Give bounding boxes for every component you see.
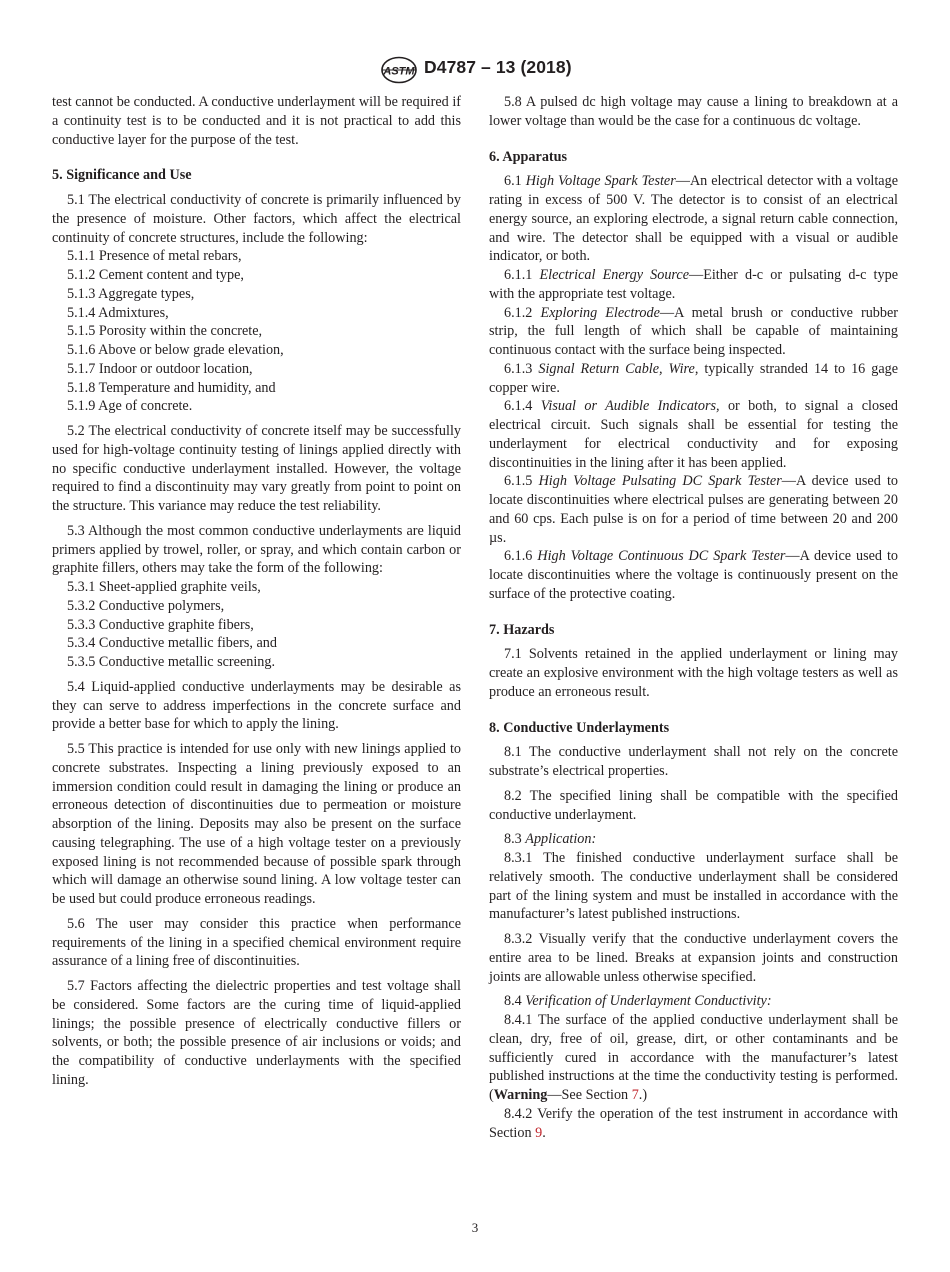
list-item: 5.1.2 Cement content and type, <box>67 267 244 283</box>
list-item: 5.1.7 Indoor or outdoor location, <box>67 360 253 377</box>
list-item: 5.1.5 Porosity within the concrete, <box>67 323 263 340</box>
logo-text: ASTM <box>383 65 415 78</box>
paragraph-6-1-3: 6.1.3 Signal Return Cable, Wire, typically stranded 14 to 16 gage copper wire. <box>489 360 899 396</box>
right-column <box>489 93 898 1142</box>
paragraph-5-4: 5.4 Liquid-applied conductive underlayments may be desirable as they can serve to address imperfections in the concrete surface and provide a better base for which to apply the lining. <box>52 678 461 733</box>
paragraph-8-3-1: 8.3.1 The finished conductive underlayment surface shall be relatively smooth. The conductive underlayment shall be considered part of the lining system and must be installed in accordance with the manufacturer’s latest published instructions. <box>489 850 898 923</box>
paragraph-6-1-2: 6.1.2 Exploring Electrode—A metal brush or conductive rubber strip, the full length of which shall be capable of maintaining continuous contact with the surface being inspected. <box>489 304 899 358</box>
paragraph-8-3-2: 8.3.2 Visually verify that the conductive underlayment covers the entire area to be lined. Breaks at expansion joints and construction joints are allowable unless otherwise specified. <box>489 931 898 985</box>
paragraph-8-3: 8.3 Application: <box>504 831 597 848</box>
paragraph-7-1: 7.1 Solvents retained in the applied underlayment or lining may create an explosive environment with the high voltage testers as well as produce an erroneous result. <box>489 646 898 700</box>
section-5-heading: 5. Significance and Use <box>52 167 192 184</box>
paragraph-6-1-4: 6.1.4 Visual or Audible Indicators, or both, to signal a closed electrical circuit. Such signals shall be essential for testing the underlayment for electrical conductivity and for exposing discontinuities in the lining after it has been applied. <box>489 398 899 471</box>
paragraph-8-4-1: 8.4.1 The surface of the applied conductive underlayment shall be clean, dry, free of oil, grease, dirt, or other contaminants and be sufficiently cured in accordance with the manufacturer’s latest published instructions at the time the conductivity testing is performed. (Warning—See Section 7.) <box>489 1012 898 1103</box>
list-item: 5.3.1 Sheet-applied graphite veils, <box>67 579 261 595</box>
list-item: 5.3.4 Conductive metallic fibers, and <box>67 635 277 652</box>
list-item: 5.1.8 Temperature and humidity, and <box>67 379 276 396</box>
list-item: 5.1.1 Presence of metal rebars, <box>67 248 242 265</box>
paragraph-5-8: 5.8 A pulsed dc high voltage may cause a lining to breakdown at a lower voltage than would be the case for a continuous dc voltage. <box>489 94 898 129</box>
section-8-heading: 8. Conductive Underlayments <box>489 719 670 736</box>
list-item: 5.1.9 Age of concrete. <box>67 398 193 415</box>
list-item: 5.3.5 Conductive metallic screening. <box>67 654 276 670</box>
intro-paragraph: test cannot be conducted. A conductive underlayment will be required if a continuity test is to be conducted and it is not practical to add this conductive layer for the purpose of the test. <box>52 94 461 148</box>
astm-logo-icon <box>379 56 419 84</box>
left-column <box>52 93 461 1090</box>
warning-label: Warning <box>493 1087 548 1103</box>
paragraph-8-2: 8.2 The specified lining shall be compatible with the specified conductive underlayment. <box>489 787 898 823</box>
paragraph-8-4: 8.4 Verification of Underlayment Conductivity: <box>504 993 772 1010</box>
section-9-link[interactable]: 9 <box>535 1124 543 1141</box>
paragraph-6-1-6: 6.1.6 High Voltage Continuous DC Spark Tester—A device used to locate discontinuities where the voltage is continuously present on the surface of the protective coating. <box>489 548 898 602</box>
list-item: 5.3.2 Conductive polymers, <box>67 597 225 614</box>
section-6-heading: 6. Apparatus <box>489 148 568 165</box>
paragraph-5-7: 5.7 Factors affecting the dielectric properties and test voltage shall be considered. Some factors are the curing time of liquid-applied linings; the possible presence of electrically conductive fillers or solvents, or both; the possible presence of air inclusions or voids; and the compatibility of conductive underlayments with the specified lining. <box>52 978 461 1088</box>
list-item: 5.1.3 Aggregate types, <box>67 285 195 302</box>
page-header <box>0 56 950 86</box>
list-5-1 <box>52 247 461 416</box>
paragraph-6-1: 6.1 High Voltage Spark Tester—An electrical detector with a voltage rating in excess of 500 V. The detector is to consist of an electrical energy source, an exploring electrode, a signal return cable connection, and wire. The detector shall be equipped with a visual or audible indicator, or both. <box>489 173 898 265</box>
list-item: 5.1.6 Above or below grade elevation, <box>67 342 284 358</box>
paragraph-8-1: 8.1 The conductive underlayment shall not rely on the concrete substrate’s electrical properties. <box>489 744 898 779</box>
page-number: 3 <box>471 1220 479 1235</box>
paragraph-5-1: 5.1 The electrical conductivity of concrete is primarily influenced by the presence of moisture. Other factors, which affect the electrical continuity of concrete structures, include the following: <box>52 192 461 246</box>
list-item: 5.1.4 Admixtures, <box>67 304 169 321</box>
list-item: 5.3.3 Conductive graphite fibers, <box>67 616 254 633</box>
paragraph-5-3: 5.3 Although the most common conductive underlayments are liquid primers applied by trowel, roller, or spray, and which contain carbon or graphite fillers, others may take the form of the following: <box>52 522 461 577</box>
paragraph-6-1-5: 6.1.5 High Voltage Pulsating DC Spark Tester—A device used to locate discontinuities where electrical pulses are generating between 20 and 60 cps. Each pulse is on for a period of time between 20 and 200 µs. <box>489 473 898 546</box>
paragraph-5-5: 5.5 This practice is intended for use only with new linings applied to concrete substrates. Inspecting a lining previously exposed to an immersion condition could result in damaging the lining or produce an erroneous detection of discontinuities due to permeation or moisture absorption of the lining. Deposits may also be present on the surface causing telegraphing. The use of a high voltage tester on a previously exposed lining is not recommended because of possible spark through which will damage an otherwise sound lining. A low voltage tester can be used but could produce erroneous readings. <box>52 741 461 907</box>
list-5-3 <box>52 578 461 672</box>
paragraph-6-1-1: 6.1.1 Electrical Energy Source—Either d-c or pulsating d-c type with the appropriate test voltage. <box>489 267 898 302</box>
section-7-link[interactable]: 7 <box>631 1087 639 1103</box>
paragraph-5-6: 5.6 The user may consider this practice when performance requirements of the lining in a specified chemical environment require assurance of a lining free of discontinuities. <box>52 915 461 970</box>
paragraph-5-2: 5.2 The electrical conductivity of concrete itself may be successfully used for high-voltage continuity testing of linings applied directly with no specific conductive underlayment installed. However, the voltage required to find a discontinuity may vary greatly from point to point on the structure. This variance may reduce the test reliability. <box>52 423 461 514</box>
standard-id: D4787 – 13 (2018) <box>424 57 572 77</box>
paragraph-8-4-2: 8.4.2 Verify the operation of the test instrument in accordance with Section 9. <box>489 1105 898 1141</box>
section-7-heading: 7. Hazards <box>489 621 555 638</box>
